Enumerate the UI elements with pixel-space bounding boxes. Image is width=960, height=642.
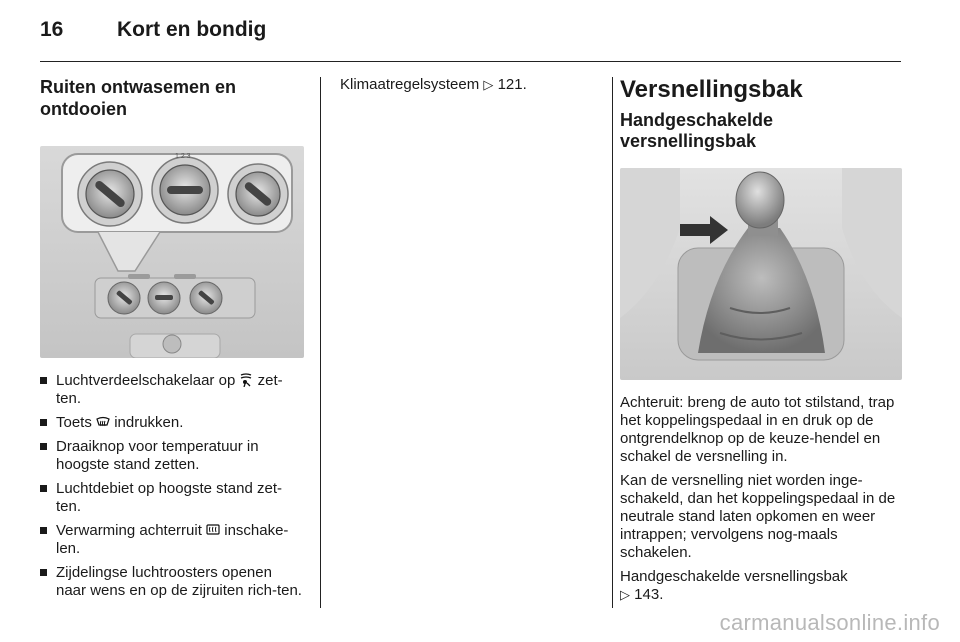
page-title: Kort en bondig: [117, 18, 267, 41]
section-heading: Versnellingsbak: [620, 76, 803, 103]
column-divider-2: [612, 77, 613, 608]
cross-reference: Klimaatregelsysteem ▷ 121.: [340, 76, 527, 93]
list-item: Luchtdebiet op hoogste stand zet-ten.: [40, 480, 304, 516]
page-ref-arrow-icon: ▷: [620, 587, 630, 602]
header-rule: [40, 61, 901, 62]
list-item: Zijdelingse luchtroosters openen naar wens en op de zijruiten rich-ten.: [40, 564, 304, 600]
climate-control-illustration: [40, 146, 304, 358]
subsection-heading: Handgeschakelde versnellingsbak: [620, 110, 774, 151]
left-column: [40, 76, 304, 606]
paragraph: Achteruit: breng de auto tot stilstand, trap het koppelingspedaal in en druk op de ontgrendelknop op de keuze-hendel en schakel de versnelling in.: [620, 394, 895, 465]
list-item: Luchtverdeelschakelaar op zet-ten.: [40, 372, 304, 408]
watermark: carmanualsonline.info: [719, 610, 940, 635]
list-item: Toets indrukken.: [40, 414, 304, 432]
right-column: [620, 76, 902, 610]
page-number: 16: [40, 18, 64, 41]
list-item: Draaiknop voor temperatuur in hoogste stand zetten.: [40, 438, 304, 474]
body-text: [620, 394, 902, 604]
bullet-list: [40, 372, 304, 600]
cross-reference: Handgeschakelde versnellingsbak ▷ 143.: [620, 568, 848, 603]
middle-column: [340, 76, 602, 100]
defrost-airflow-icon: [239, 373, 253, 387]
paragraph: Kan de versnelling niet worden inge-schakeld, dan het koppelingspedaal in de neutrale stand laten opkomen en weer intrappen; vervolgens nog-maals schakelen.: [620, 472, 896, 561]
column-divider-1: [320, 77, 321, 608]
svg-text:1 2 3: 1 2 3: [175, 153, 191, 160]
windscreen-defrost-icon: [96, 415, 110, 429]
zoom-knob-left: [78, 162, 142, 226]
page-ref-arrow-icon: ▷: [483, 77, 494, 92]
list-item: Verwarming achterruit inschake-len.: [40, 522, 304, 558]
zoom-knob-right: [228, 164, 288, 224]
gear-shift-illustration: [620, 168, 902, 380]
rear-window-heating-icon: [206, 523, 220, 537]
section-heading: Ruiten ontwasemen en ontdooien: [40, 77, 237, 119]
